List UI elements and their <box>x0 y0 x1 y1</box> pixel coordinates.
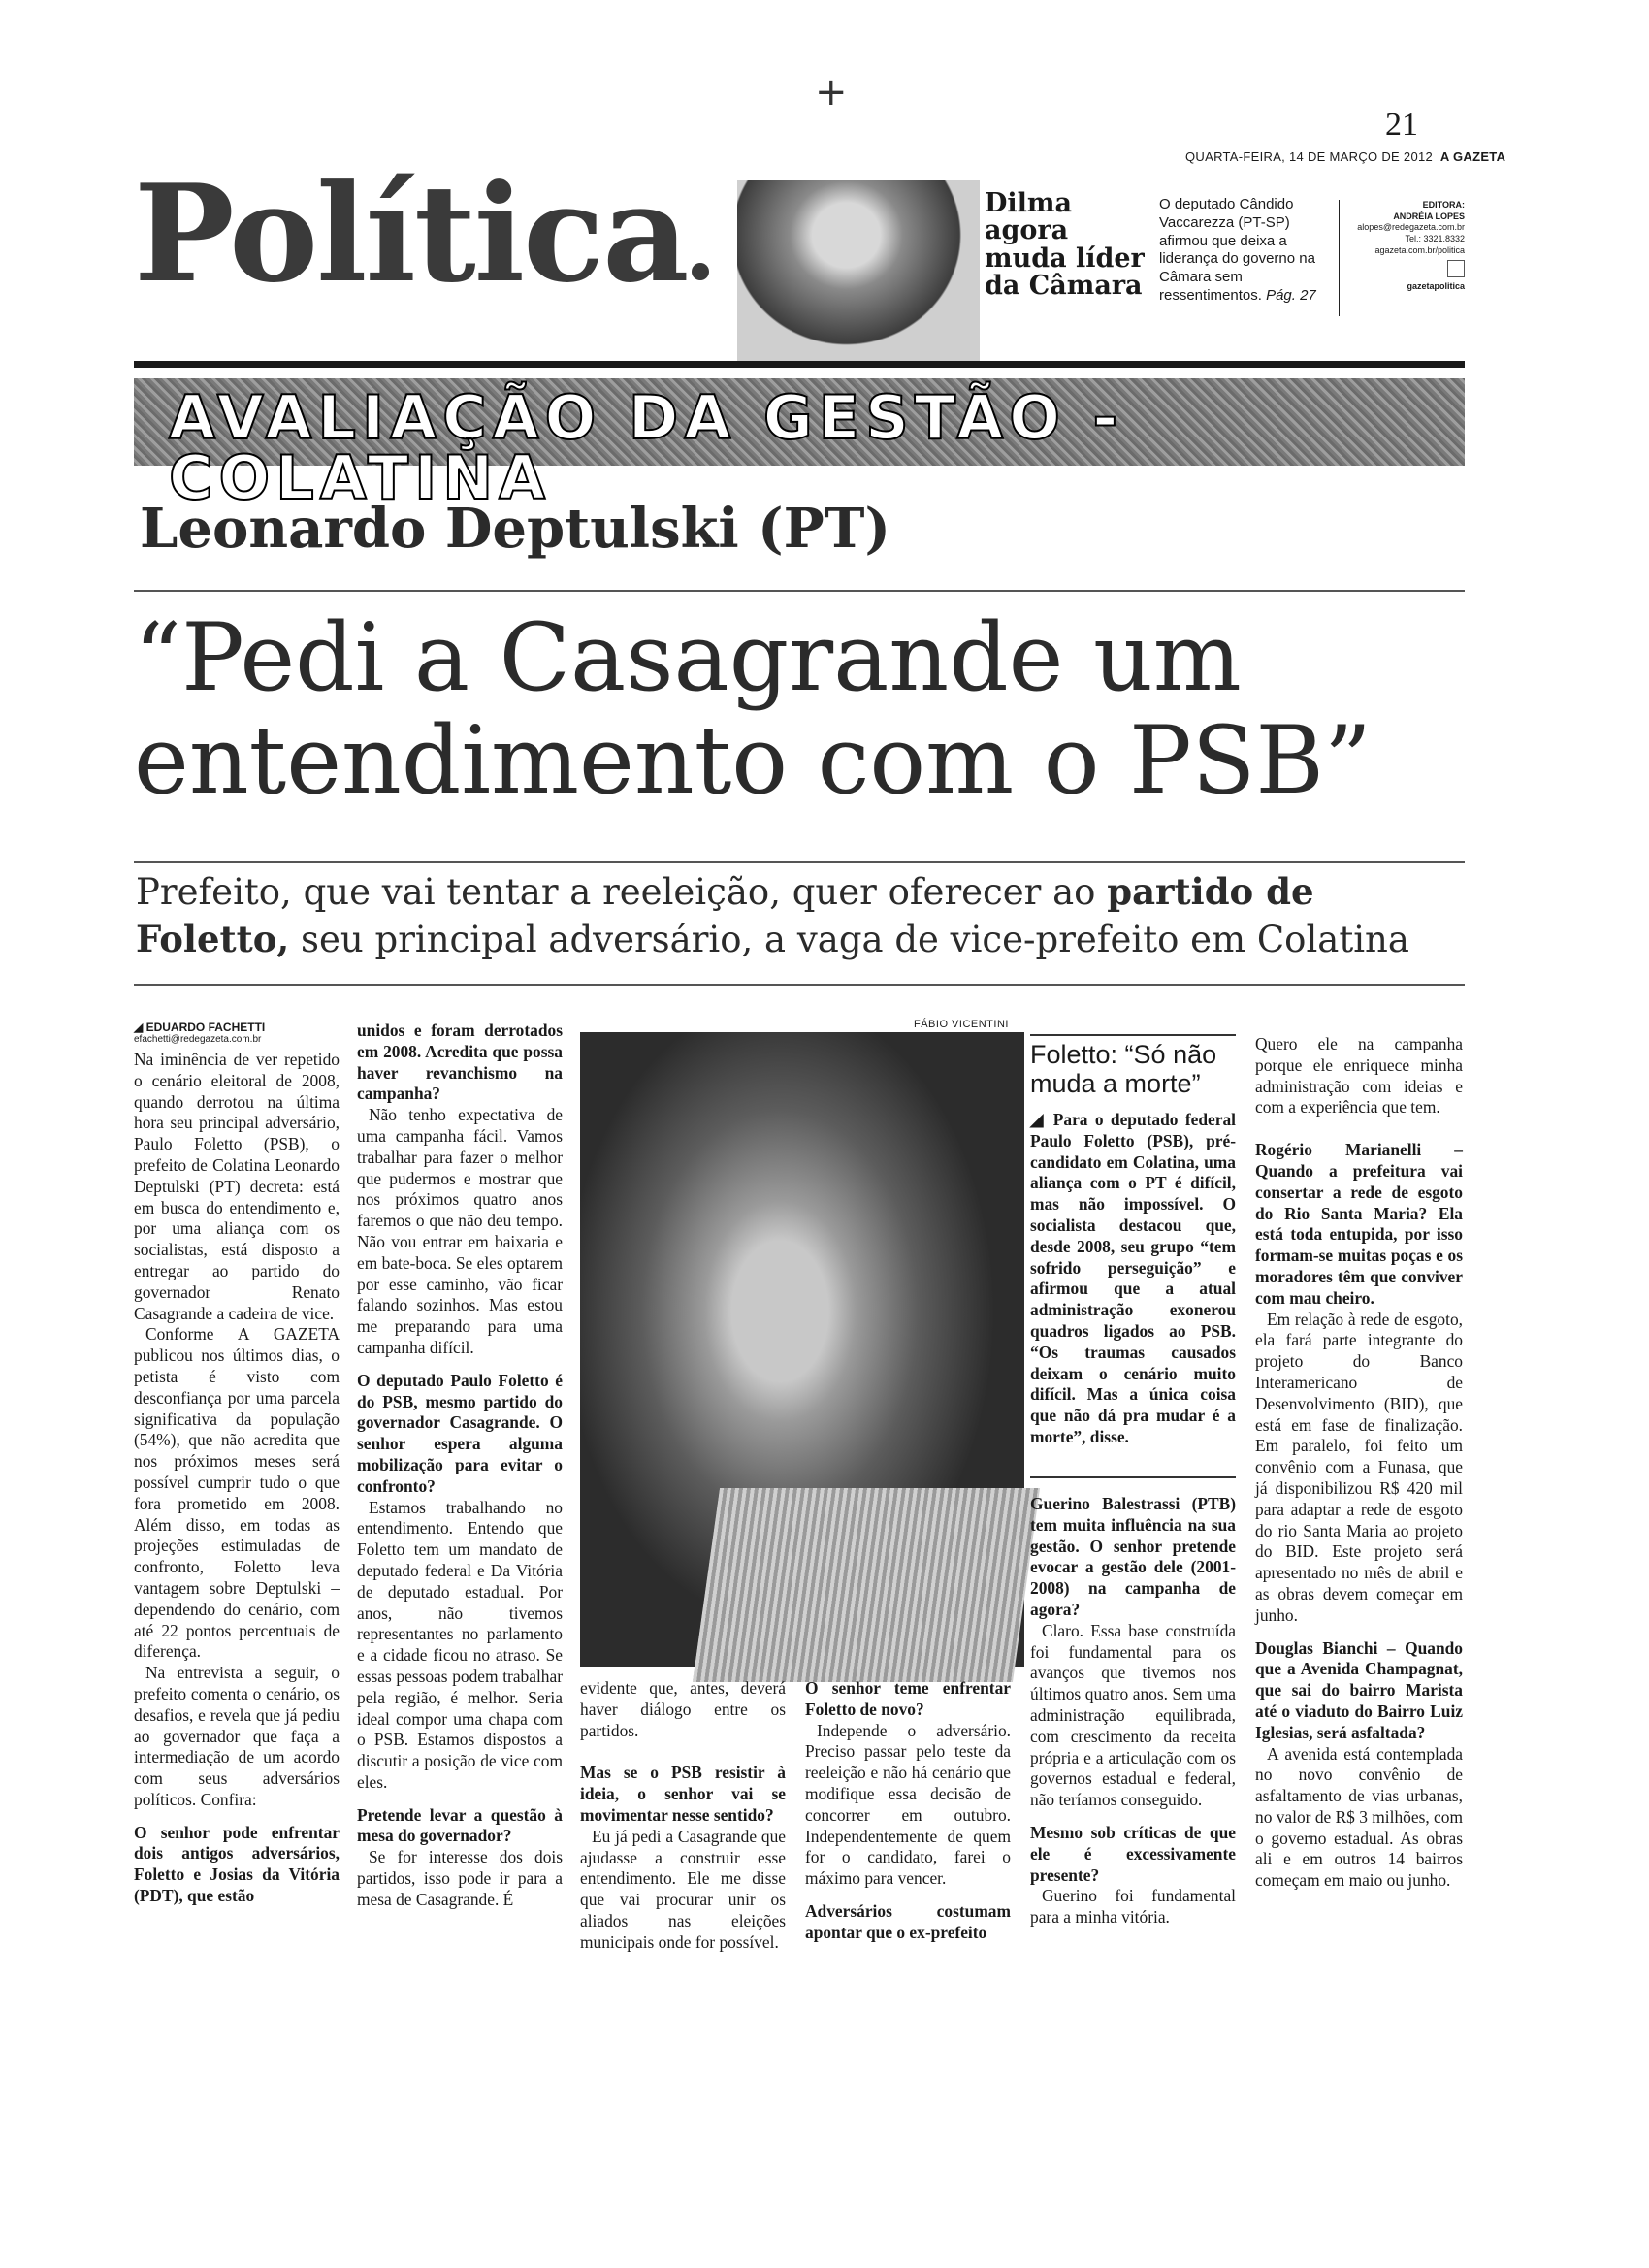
banner-text: AVALIAÇÃO DA GESTÃO - COLATINA <box>169 382 1124 513</box>
subhead-part-1: Prefeito, que vai tentar a reeleição, quer oferecer ao <box>136 871 1096 913</box>
interviewee-name: Leonardo Deptulski (PT) <box>140 497 890 561</box>
teaser-text: O deputado Cândido Vaccarezza (PT-SP) afirmou que deixa a liderança do governo na Câmara sem ressentimentos. <box>1159 196 1315 304</box>
column-1 <box>134 1021 340 1907</box>
answer: Se for interesse dos dois partidos, isso pode ir para a mesa de Casagrande. É <box>357 1847 563 1909</box>
page-number: 21 <box>1385 107 1418 143</box>
answer: Não tenho expectativa de uma campanha fácil. Vamos trabalhar para fazer o melhor que pudermos e mostrar que nos próximos quatro anos faremos o que não deu tempo. Não vou entrar em baixaria e em bate-boca. Se eles optarem por esse caminho, vão ficar falando sozinhos. Mas estou me preparando para uma campanha difícil. <box>357 1105 563 1357</box>
paragraph: Na entrevista a seguir, o prefeito comenta o cenário, os desafios, e revela que já pediu ao governador que faça a intermediação de um acordo com seus adversários políticos. Confira: <box>134 1663 340 1809</box>
banner <box>134 378 1465 513</box>
answer: Eu já pedi a Casagrande que ajudasse a construir esse entendimento. Ele me disse que vai procurar unir os aliados nas eleições municipais onde for possível. <box>580 1826 786 1952</box>
editor-social[interactable]: gazetapolitica <box>1406 281 1465 292</box>
column-6 <box>1255 1034 1463 1892</box>
editor-divider <box>1339 200 1340 316</box>
answer: A avenida está contemplada no novo convênio de asfaltamento de vias urbanas, no valor de R$ 3 milhões, com o governo estadual. As obras ali e em outros 14 bairros começam em maio ou junho. <box>1255 1743 1463 1891</box>
social-icon <box>1447 260 1465 277</box>
question: O senhor pode enfrentar dois antigos adversários, Foletto e Josias da Vitória (PDT), que estão <box>134 1822 340 1906</box>
box-bottom-rule <box>1030 1476 1236 1478</box>
handwritten-mark: + <box>815 70 848 114</box>
question: O deputado Paulo Foletto é do PSB, mesmo partido do governador Casagrande. O senhor espera alguma mobilização para evitar o confronto? <box>357 1370 563 1496</box>
editor-phone: Tel.: 3321.8332 <box>1405 234 1465 244</box>
answer: Em relação à rede de esgoto, ela fará parte integrante do projeto do Banco Interamericano de Desenvolvimento (BID), que está em fase de finalização. Em paralelo, foi feito um convênio com a Funasa, que já disponibilizou R$ 420 mil para adaptar a rede de esgoto do rio Santa Maria ao projeto do BID. Este projeto será apresentado no mês de abril e as obras devem começar em junho. <box>1255 1309 1463 1625</box>
photo-shirt <box>693 1488 1040 1682</box>
interviewee-photo <box>580 1032 1024 1667</box>
box-title: Foletto: “Só não muda a morte” <box>1030 1040 1217 1098</box>
answer: Guerino foi fundamental para a minha vitória. <box>1030 1886 1236 1928</box>
teaser-headline[interactable]: Dilma agora muda líder da Câmara <box>985 188 1145 302</box>
paragraph: Na iminência de ver repetido o cenário eleitoral de 2008, quando derrotou na última hora seu principal adversário, Paulo Foletto (PSB), o prefeito de Colatina Leonardo Deptulski (PT) decreta: está em busca do entendimento e, por uma aliança com os socialistas, está disposto a entregar ao partido do governador Renato Casagrande a cadeira de vice. <box>134 1050 340 1323</box>
section-title <box>134 154 709 312</box>
question: Adversários costumam apontar que o ex-prefeito <box>805 1900 1011 1942</box>
question: Guerino Balestrassi (PTB) tem muita influência na sua gestão. O senhor pretende evocar a gestão dele (2001-2008) na campanha de agora? <box>1030 1494 1236 1619</box>
question: Douglas Bianchi – Quando que a Avenida Champagnat, que sai do bairro Marista até o viaduto do Bairro Luiz Iglesias, será asfaltada? <box>1255 1637 1463 1742</box>
question: O senhor teme enfrentar Foletto de novo? <box>805 1678 1011 1719</box>
photo-credit: FÁBIO VICENTINI <box>914 1019 1009 1030</box>
byline: ◢ EDUARDO FACHETTI <box>134 1021 266 1034</box>
column-4 <box>805 1678 1011 1944</box>
answer: Claro. Essa base construída foi fundamental para os avanços que tivemos nos últimos quatro anos. Sem uma administração equilibrada, com crescimento da receita própria e a articulação com os governos estadual e federal, não teríamos conseguido. <box>1030 1620 1236 1810</box>
answer: Estamos trabalhando no entendimento. Entendo que Foletto tem um mandato de deputado federal e Da Vitória de deputado estadual. Por anos, não tivemos representantes no parlamento e a cidade ficou no atraso. Se essas pessoas podem trabalhar pela região, é melhor. Seria ideal compor uma chapa com o PSB. Estamos dispostos a discutir a posição de vice com eles. <box>357 1497 563 1792</box>
editor-web[interactable]: agazeta.com.br/politica <box>1374 244 1465 255</box>
column-3 <box>580 1678 786 1954</box>
box-text: ◢ Para o deputado federal Paulo Foletto (PSB), pré-candidato em Colatina, uma aliança com o PT é difícil, mas não impossível. O socialista destacou que, desde 2008, seu grupo “tem sofrido perseguição” e afirmou que a atual administração exonerou quadros ligados ao PSB. “Os traumas causados deixam o cenário muito difícil. Mas a única coisa que não dá pra mudar é a morte”, disse. <box>1030 1110 1236 1446</box>
subheadline <box>136 868 1467 963</box>
date: QUARTA-FEIRA, 14 DE MARÇO DE 2012 <box>1185 149 1434 164</box>
subhead-part-2: seu principal adversário, a vaga de vice-prefeito em Colatina <box>301 919 1409 961</box>
rule <box>134 590 1465 592</box>
editor-box <box>1348 200 1465 293</box>
title-dot <box>692 263 709 280</box>
answer: Independe o adversário. Preciso passar pelo teste da reeleição e não há cenário que modifique essa decisão de concorrer em outubro. Independentemente de quem for o candidato, farei o máximo para vencer. <box>805 1720 1011 1889</box>
column-2 <box>357 1021 563 1911</box>
answer: evidente que, antes, deverá haver diálogo entre os partidos. <box>580 1678 786 1740</box>
question: Pretende levar a questão à mesa do governador? <box>357 1804 563 1846</box>
header-rule <box>134 361 1465 368</box>
headline: “Pedi a Casagrande um entendimento com o PSB” <box>134 603 1372 815</box>
column-5 <box>1030 1494 1236 1928</box>
subhead-bold: partido de Foletto, <box>136 870 1314 961</box>
teaser-body <box>1159 196 1339 306</box>
editor-email[interactable]: alopes@redegazeta.com.br <box>1357 222 1465 233</box>
question: unidos e foram derrotados em 2008. Acredita que possa haver revanchismo na campanha? <box>357 1021 563 1104</box>
editor-name: ANDRÉIA LOPES <box>1393 211 1465 221</box>
rule <box>134 984 1465 986</box>
question: Mas se o PSB resistir à ideia, o senhor vai se movimentar nesse sentido? <box>580 1763 786 1825</box>
question: Mesmo sob críticas de que ele é excessivamente presente? <box>1030 1822 1236 1885</box>
teaser-photo <box>737 180 980 363</box>
question: Rogério Marianelli – Quando a prefeitura vai consertar a rede de esgoto do Rio Santa Maria? Ela está toda entupida, por isso formam-se muitas poças e os moradores têm que conviver com mau cheiro. <box>1255 1140 1463 1308</box>
box-top-rule <box>1030 1034 1236 1036</box>
answer: Quero ele na campanha porque ele enriquece minha administração com ideias e com a experiência que tem. <box>1255 1034 1463 1118</box>
editor-label: EDITORA: <box>1422 200 1465 210</box>
byline-email[interactable]: efachetti@redegazeta.com.br <box>134 1034 262 1045</box>
teaser-page-ref[interactable]: Pág. 27 <box>1266 286 1316 304</box>
paper-name: A GAZETA <box>1439 149 1506 164</box>
rule <box>134 861 1465 863</box>
paragraph: Conforme A GAZETA publicou nos últimos dias, o petista é visto com desconfiança por uma parcela significativa da população (54%), que não acredita que nos próximos meses será possível cumprir tudo o que fora prometido em 2008. Além disso, em todas as projeções estimuladas de confronto, Foletto leva vantagem sobre Deptulski – dependendo do cenário, com até 22 pontos percentuais de diferença. <box>134 1324 340 1662</box>
section-title-text: Política <box>134 154 688 312</box>
foletto-box <box>1030 1040 1236 1448</box>
dateline <box>1185 149 1505 164</box>
